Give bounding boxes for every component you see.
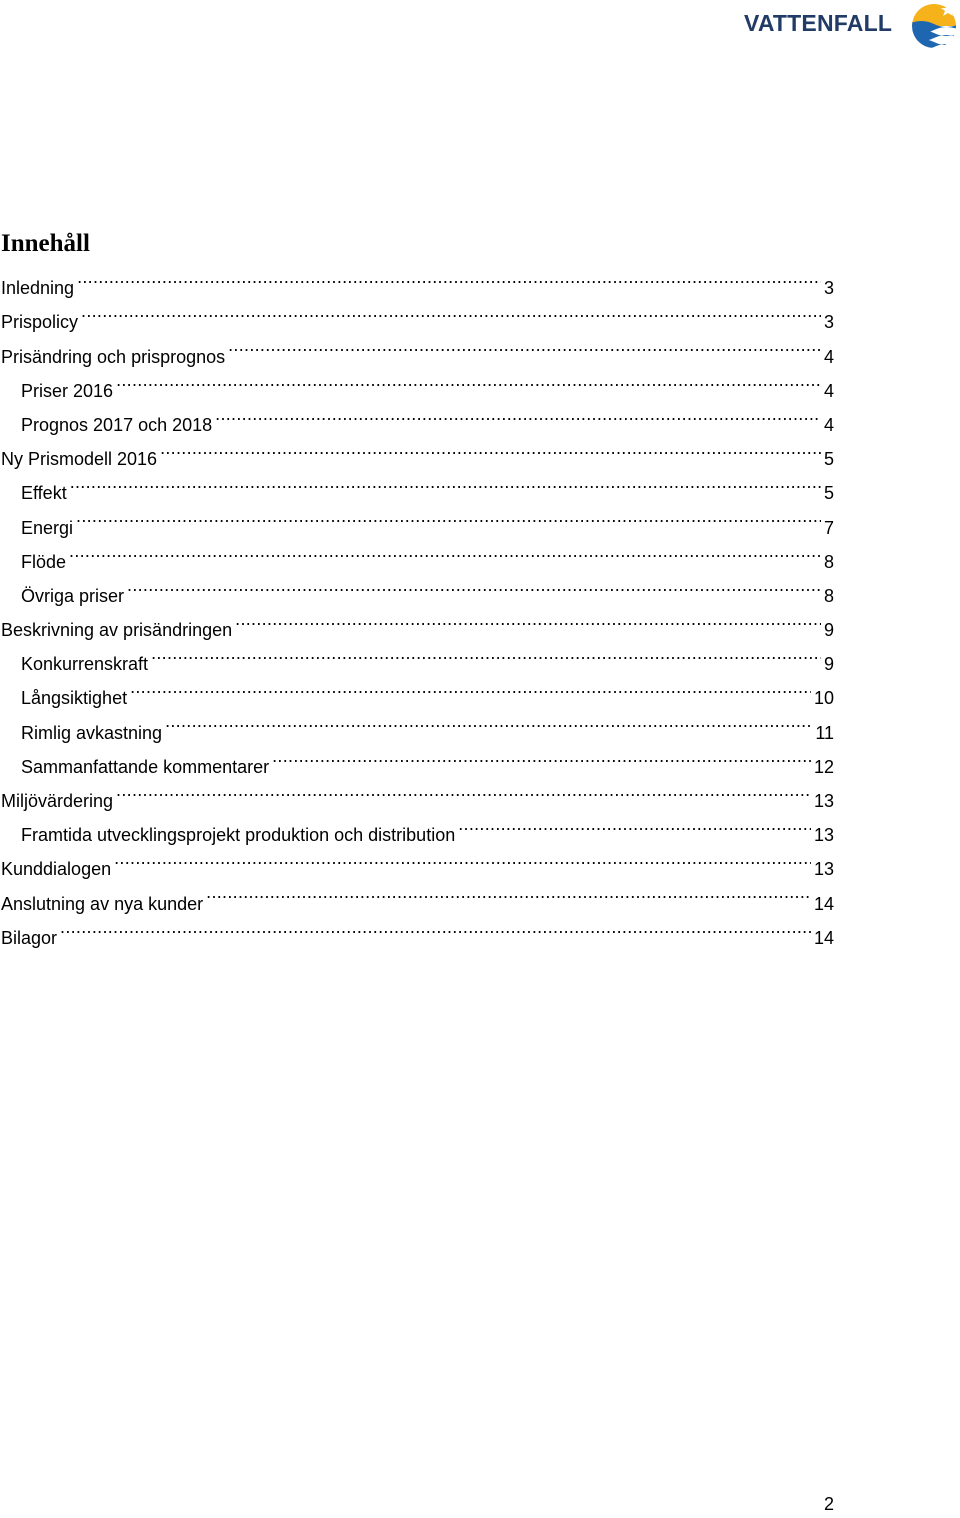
toc-title: Innehåll — [1, 230, 90, 257]
toc-entry-page[interactable]: 12 — [813, 756, 834, 777]
toc-entry[interactable] — [1, 841, 834, 880]
toc-dot-leader — [206, 875, 811, 909]
toc-entry-label[interactable]: Prisändring och prisprognos — [1, 346, 226, 367]
toc-dot-leader — [69, 534, 821, 568]
toc-entry-page[interactable]: 3 — [823, 278, 834, 299]
toc-entry-page[interactable]: 14 — [813, 927, 834, 948]
toc-dot-leader — [76, 499, 821, 533]
toc-entry[interactable] — [1, 910, 834, 948]
toc-entry[interactable] — [1, 465, 834, 504]
toc-dot-leader — [114, 841, 811, 875]
vattenfall-logo — [730, 0, 960, 52]
toc-entry[interactable] — [1, 294, 834, 333]
toc-entry-page[interactable]: 7 — [823, 517, 834, 538]
table-of-contents — [1, 260, 834, 948]
toc-entry-label[interactable]: Bilagor — [1, 927, 58, 948]
toc-entry[interactable] — [1, 397, 834, 435]
toc-entry-page[interactable]: 4 — [823, 414, 834, 435]
toc-entry-label[interactable]: Energi — [21, 517, 74, 538]
toc-entry-label[interactable]: Kunddialogen — [1, 859, 112, 880]
toc-entry-page[interactable]: 10 — [813, 688, 834, 709]
toc-entry-page[interactable]: 8 — [823, 585, 834, 606]
toc-dot-leader — [235, 602, 821, 636]
toc-entry-page[interactable]: 9 — [823, 654, 834, 675]
toc-dot-leader — [127, 568, 821, 602]
toc-entry[interactable] — [1, 499, 834, 538]
logo-wordmark: VATTENFALL — [744, 10, 893, 36]
toc-entry[interactable] — [1, 875, 834, 914]
toc-entry[interactable] — [1, 807, 834, 846]
toc-entry-label[interactable]: Prispolicy — [1, 312, 79, 333]
toc-entry-label[interactable]: Övriga priser — [21, 585, 125, 606]
toc-entry[interactable] — [1, 534, 834, 572]
toc-dot-leader — [130, 670, 811, 704]
toc-entry-label[interactable]: Beskrivning av prisändringen — [1, 620, 233, 641]
toc-dot-leader — [116, 363, 821, 397]
toc-entry-label[interactable]: Prognos 2017 och 2018 — [21, 414, 213, 435]
toc-entry-page[interactable]: 4 — [823, 346, 834, 367]
toc-dot-leader — [81, 294, 821, 328]
toc-entry-page[interactable]: 5 — [823, 449, 834, 470]
toc-entry-page[interactable]: 11 — [815, 722, 834, 743]
toc-entry-label[interactable]: Effekt — [21, 483, 67, 504]
toc-entry-page[interactable]: 13 — [813, 825, 834, 846]
toc-dot-leader — [60, 910, 811, 944]
sun-wave-logo-icon — [902, 0, 960, 52]
toc-dot-leader — [77, 260, 821, 294]
page-number: 2 — [823, 1494, 834, 1514]
toc-entry-page[interactable]: 13 — [813, 791, 834, 811]
toc-entry-label[interactable]: Inledning — [1, 278, 75, 299]
toc-entry-label[interactable]: Anslutning av nya kunder — [1, 893, 204, 914]
toc-entry-label[interactable]: Rimlig avkastning — [21, 722, 163, 743]
toc-entry-label[interactable]: Miljövärdering — [1, 791, 114, 811]
toc-entry[interactable] — [1, 260, 834, 299]
toc-entry-label[interactable]: Flöde — [21, 551, 67, 572]
toc-entry-label[interactable]: Framtida utvecklingsprojekt produktion och distribution — [21, 825, 456, 846]
toc-entry-page[interactable]: 5 — [823, 483, 834, 504]
toc-entry-page[interactable]: 3 — [823, 312, 834, 333]
toc-entry-page[interactable]: 9 — [823, 620, 834, 641]
toc-entry-page[interactable]: 4 — [823, 380, 834, 401]
toc-dot-leader — [458, 807, 811, 841]
toc-dot-leader — [228, 328, 821, 362]
toc-entry[interactable] — [1, 363, 834, 401]
toc-entry-label[interactable]: Långsiktighet — [21, 688, 128, 709]
toc-dot-leader — [215, 397, 821, 431]
toc-dot-leader — [272, 739, 811, 773]
toc-entry-label[interactable]: Konkurrenskraft — [21, 654, 149, 675]
toc-entry-label[interactable]: Ny Prismodell 2016 — [1, 449, 158, 470]
toc-entry-label[interactable]: Sammanfattande kommentarer — [21, 756, 270, 777]
toc-dot-leader — [151, 636, 821, 670]
toc-dot-leader — [116, 773, 811, 807]
toc-entry-page[interactable]: 14 — [813, 893, 834, 914]
toc-entry-label[interactable]: Priser 2016 — [21, 380, 114, 401]
toc-dot-leader — [165, 704, 812, 738]
toc-entry-page[interactable]: 13 — [813, 859, 834, 880]
toc-entry-page[interactable]: 8 — [823, 551, 834, 572]
toc-entry[interactable] — [1, 328, 834, 367]
toc-entry[interactable] — [1, 773, 834, 811]
toc-entry[interactable] — [1, 602, 834, 641]
toc-dot-leader — [70, 465, 821, 499]
toc-dot-leader — [160, 431, 821, 465]
toc-entry[interactable] — [1, 568, 834, 606]
